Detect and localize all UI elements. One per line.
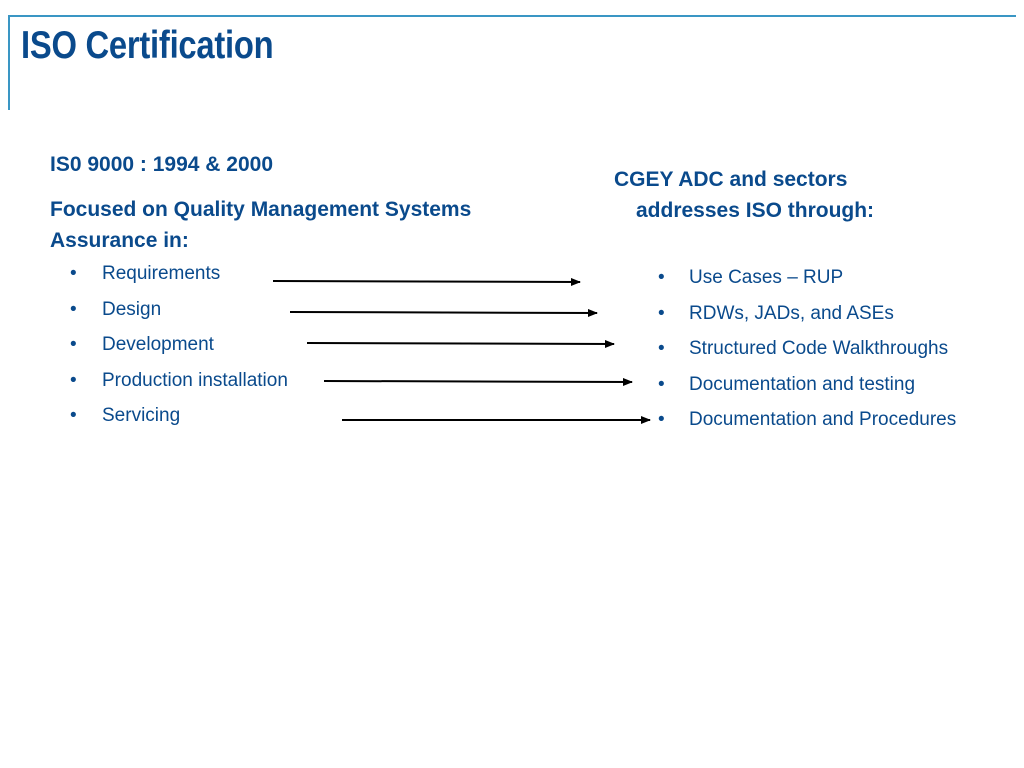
list-item-label: Servicing: [102, 405, 181, 426]
list-item-label: Documentation and Procedures: [689, 409, 957, 430]
arrow-production-to-documentation-testing: [324, 381, 632, 382]
left-subheading: Focused on Quality Management Systems Assurance in:: [50, 198, 472, 252]
bullet-icon: •: [70, 334, 77, 355]
list-item-label: Development: [102, 334, 214, 355]
list-item-label: Use Cases – RUP: [689, 267, 844, 288]
bullet-icon: •: [658, 338, 665, 359]
list-item-label: RDWs, JADs, and ASEs: [689, 302, 894, 324]
bullet-icon: •: [70, 405, 77, 426]
slide-title: ISO Certification: [21, 24, 274, 67]
list-item-label: Design: [102, 298, 162, 320]
list-item-label: Production installation: [102, 369, 288, 391]
list-item-label: Documentation and testing: [689, 373, 916, 395]
bullet-icon: •: [70, 263, 77, 284]
bullet-icon: •: [658, 409, 665, 430]
list-item-label: Structured Code Walkthroughs: [689, 338, 949, 359]
bullet-icon: •: [658, 302, 665, 324]
right-heading-line-2: addresses ISO through:: [636, 199, 875, 222]
left-heading: IS0 9000 : 1994 & 2000: [50, 153, 274, 176]
bullet-icon: •: [70, 298, 77, 320]
list-item-label: Requirements: [102, 263, 221, 284]
arrow-design-to-rdws: [290, 312, 597, 313]
bullet-icon: •: [658, 373, 665, 395]
right-heading-line-1: CGEY ADC and sectors: [614, 168, 848, 191]
bullet-icon: •: [70, 369, 77, 391]
bullet-icon: •: [658, 267, 665, 288]
arrow-requirements-to-use-cases: [273, 281, 580, 282]
arrow-development-to-walkthroughs: [307, 343, 614, 344]
